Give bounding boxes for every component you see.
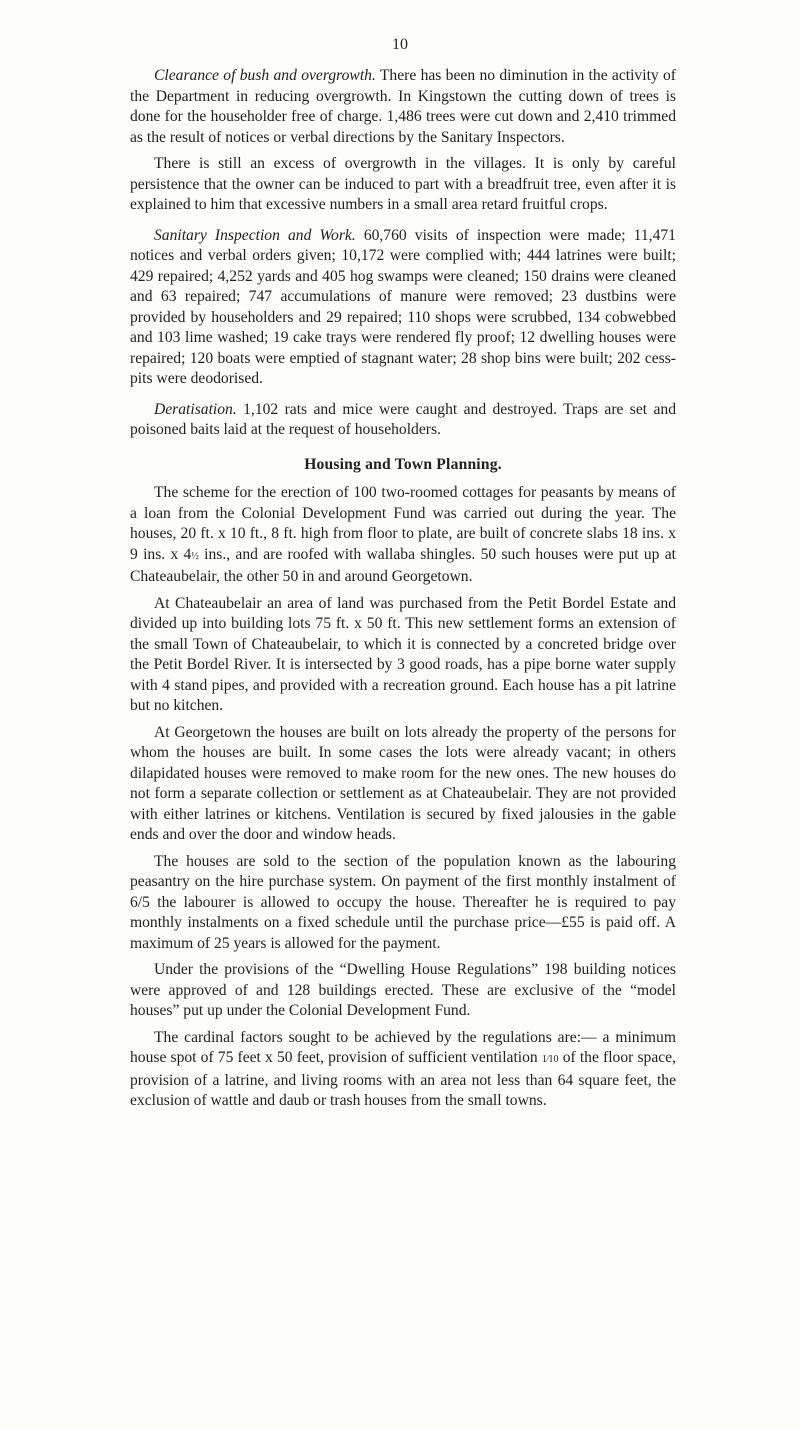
housing-heading: Housing and Town Planning. — [304, 455, 502, 473]
deratisation-heading: Deratisation. — [154, 400, 237, 418]
clearance-text: There has been no diminution in the activity of the Department in reducing overgrowth. In Kingstown the cutting down of trees is done for the householder free of charge. 1,486 trees were cut down and 2,410 trimmed as the result of notices or verbal directions by the Sanitary Inspectors. — [130, 67, 677, 146]
deratisation-paragraph — [130, 400, 676, 441]
clearance-heading: Clearance of bush and overgrowth. — [154, 67, 376, 84]
housing-p1-text-a: The scheme for the erection of 100 two-roomed cottages for peasants by means of a loan from the Colonial Development Fund was carried out during the year. The houses, 20 ft. x 10 ft., 8 ft. high from floor to plate, are built of concrete slabs 18 ins. x 9 ins. x 4 — [130, 484, 676, 563]
tenth-fraction: 1⁄10 — [541, 1054, 559, 1065]
half-fraction: ½ — [191, 550, 199, 562]
page-number: 10 — [392, 36, 408, 53]
sanitary-text: 60,760 visits of inspection were made; 11,471 notices and verbal orders given; 10,172 were complied with; 444 latrines were built; 429 repaired; 4,252 yards and 405 hog swamps were cleaned; 150 drains were cleaned and 63 repaired; 747 accumulations of manure were removed; 23 dustbins were provided by householders and 29 repaired; 110 shops were scrubbed, 134 cobwebbed and 103 lime washed; 19 cake trays were rendered fly proof; 12 dwelling houses were repaired; 120 boats were emptied of stagnant water; 28 shop bins were built; 202 cess-pits were deodorised. — [130, 226, 676, 387]
housing-paragraph-4: The houses are sold to the section of the population known as the labouring peasantry on the hire purchase system. On payment of the first monthly instalment of 6/5 the labourer is allowed to occupy the house. Thereafter he is required to pay monthly instalments on a fixed schedule until the purchase price—£55 is paid off. A maximum of 25 years is allowed for the payment. — [130, 852, 676, 952]
clearance-paragraph-2: There is still an excess of overgrowth in the villages. It is only by careful persistence that the owner can be induced to part with a breadfruit tree, even after it is explained to him that excessive numbers in a small area retard fruitful crops. — [130, 155, 676, 213]
housing-paragraph-6 — [130, 1028, 676, 1112]
housing-paragraph-5: Under the provisions of the “Dwelling House Regulations” 198 building notices were approved of and 128 buildings erected. These are exclusive of the “model houses” put up under the Colonial Development Fund. — [130, 961, 676, 1019]
sanitary-paragraph — [130, 226, 676, 390]
clearance-paragraph — [130, 66, 676, 148]
housing-p6-text-b: of the floor space, provision of a latrine, and living rooms with an area not less than 64 square feet, the exclusion of wattle and daub or trash houses from the small towns. — [130, 1049, 676, 1109]
sanitary-heading: Sanitary Inspection and Work. — [154, 226, 356, 244]
housing-p1-text-b: ins., and are roofed with wallaba shingles. 50 such houses were put up at Chateaubelair, the other 50 in and around Georgetown. — [130, 545, 676, 585]
deratisation-text: 1,102 rats and mice were caught and destroyed. Traps are set and poisoned baits laid at the request of householders. — [130, 400, 677, 438]
housing-p6-text-a: The cardinal factors sought to be achieved by the regulations are:— a minimum house spot of 75 feet x 50 feet, provision of sufficient ventilation — [130, 1028, 676, 1066]
housing-paragraph-3: At Georgetown the houses are built on lots already the property of the persons for whom the houses are built. In some cases the lots were already vacant; in others dilapidated houses were removed to make room for the new ones. The new houses do not form a separate collection or settlement as at Chateaubelair. They are not provided with either latrines or kitchens. Ventilation is secured by fixed jalousies in the gable ends and over the door and window heads. — [130, 723, 676, 843]
housing-paragraph-1 — [130, 483, 676, 588]
housing-paragraph-2: At Chateaubelair an area of land was purchased from the Petit Bordel Estate and divided up into building lots 75 ft. x 50 ft. This new settlement forms an extension of the small Town of Chateaubelair, to which it is connected by a concreted bridge over the Petit Bordel River. It is intersected by 3 good roads, has a pipe borne water supply with 4 stand pipes, and provided with a recreation ground. Each house has a pit latrine but no kitchen. — [130, 594, 676, 714]
page-content — [130, 66, 676, 1118]
